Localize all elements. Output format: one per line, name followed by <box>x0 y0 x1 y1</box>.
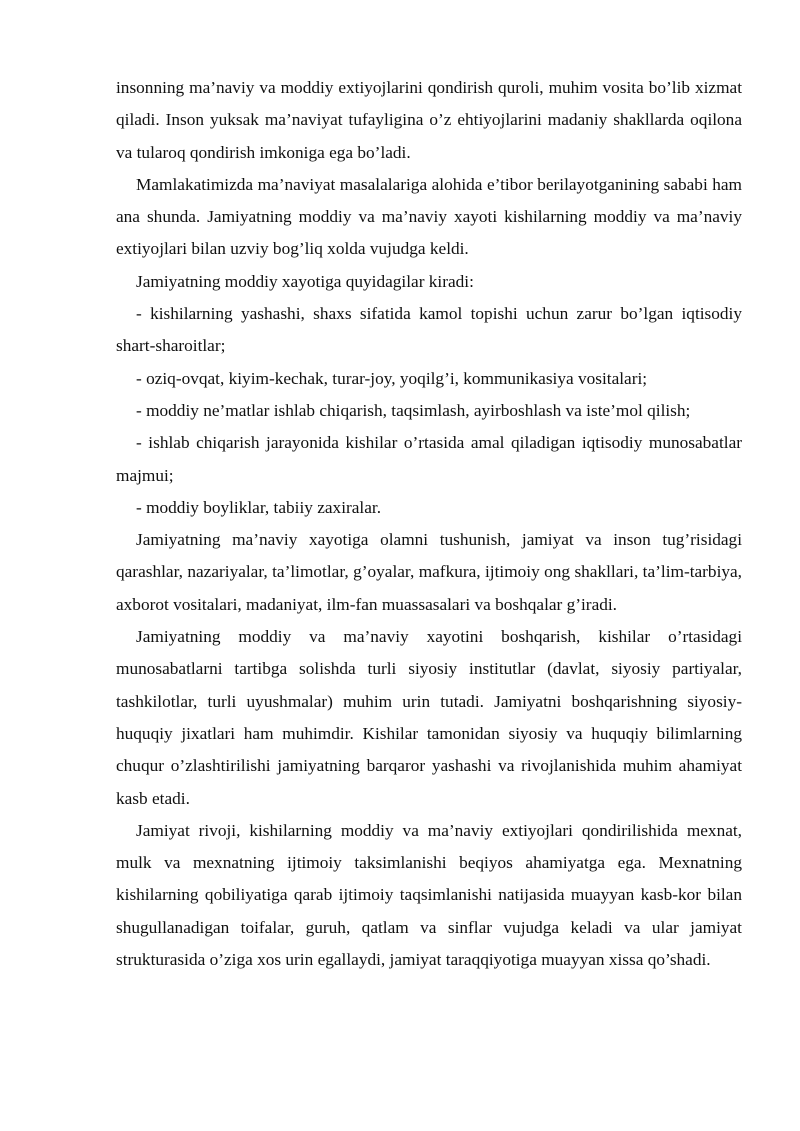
list-item: - kishilarning yashashi, shaxs sifatida kamol topishi uchun zarur bo’lgan iqtisodiy shart-sharoitlar; <box>116 304 742 356</box>
list-item: - moddiy ne’matlar ishlab chiqarish, taqsimlash, ayirboshlash va iste’mol qilish; <box>136 400 691 420</box>
list-item: - ishlab chiqarish jarayonida kishilar o’rtasida amal qiladigan iqtisodiy munosabatlar majmui; <box>116 433 742 485</box>
list-item: - moddiy boyliklar, tabiiy zaxiralar. <box>136 497 382 517</box>
paragraph-material-life-intro: Jamiyatning moddiy xayotiga quyidagilar kiradi: <box>136 271 474 291</box>
paragraph-spiritual-life: Jamiyatning ma’naviy xayotiga olamni tushunish, jamiyat va inson tug’risidagi qarashlar, nazariyalar, ta’limotlar, g’oyalar, mafkura, ijtimoiy ong shakllari, ta’lim-tarbiya, axborot vositalari, madaniyat, ilm-fan muassasalari va boshqalar g’iradi. <box>116 530 742 614</box>
paragraph-governance: Jamiyatning moddiy va ma’naviy xayotini boshqarish, kishilar o’rtasidagi munosabatlarni tartibga solishda turli siyosiy institutlar (davlat, siyosiy partiyalar, tashkilotlar, turli uyushmalar) muhim urin tutadi. Jamiyatni boshqarishning siyosiy-huquqiy jixatlari ham muhimdir. Kishilar tamonidan siyosiy va huquqiy bilimlarning chuqur o’zlashtirilishi jamiyatning barqaror yashashi va rivojlanishida muhim ahamiyat kasb etadi. <box>116 627 742 808</box>
paragraph-spirituality-attention: Mamlakatimizda ma’naviyat masalalariga alohida e’tibor berilayotganining sababi ham ana shunda. Jamiyatning moddiy va ma’naviy xayoti kishilarning moddiy va ma’naviy extiyojlari bilan uzviy bog’liq xolda vujudga keldi. <box>116 174 742 259</box>
paragraph-labor-division: Jamiyat rivoji, kishilarning moddiy va ma’naviy extiyojlari qondirilishida mexnat, mulk va mexnatning ijtimoiy taksimlanishi beqiyos ahamiyatga ega. Mexnatning kishilarning qobiliyatiga qarab ijtimoiy taqsimlanishi natijasida muayyan kasb-kor bilan shugullanadigan toifalar, guruh, qatlam va sinflar vujudga keladi va ular jamiyat strukturasida o’ziga xos urin egallaydi, jamiyat taraqqiyotiga muayyan xissa qo’shadi. <box>116 820 742 970</box>
list-item: - oziq-ovqat, kiyim-kechak, turar-joy, yoqilg’i, kommunikasiya vositalari; <box>136 368 648 388</box>
paragraph-continuation: insonning ma’naviy va moddiy extiyojlarini qondirish quroli, muhim vosita bo’lib xizmat qiladi. Inson yuksak ma’naviyat tufayligina o’z ehtiyojlarini madaniy shakllarda oqilona va tularoq qondirish imkoniga ega bo’ladi. <box>116 78 742 162</box>
document-page <box>116 72 742 976</box>
